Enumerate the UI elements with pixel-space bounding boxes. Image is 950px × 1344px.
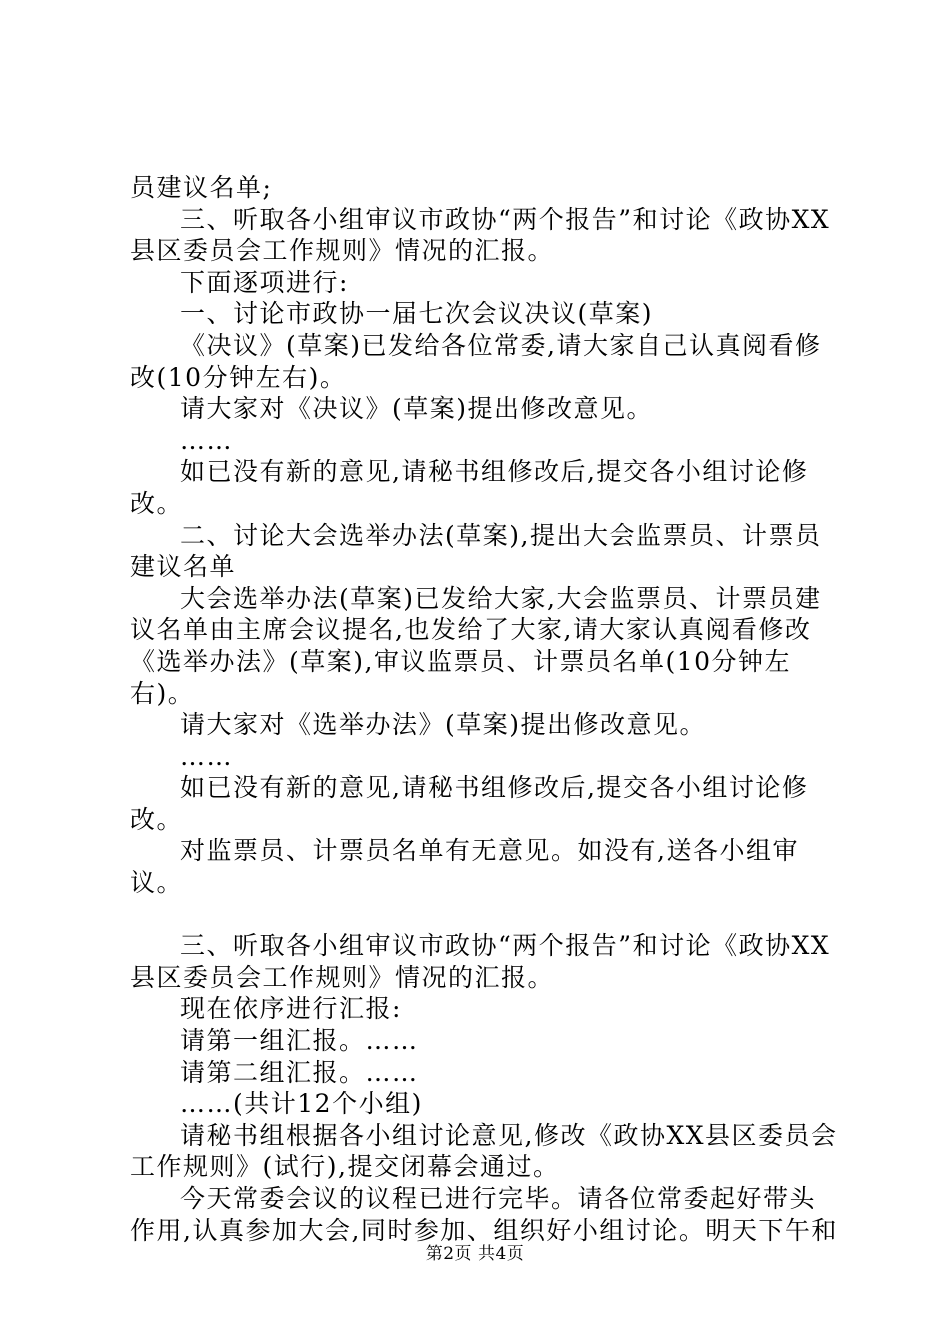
paragraph: 请大家对《选举办法》(草案)提出修改意见。 xyxy=(180,710,707,740)
blank-line xyxy=(130,899,840,931)
section-heading: 二、讨论大会选举办法(草案),提出大会监票员、计票员建议名单 xyxy=(130,520,822,582)
paragraph: 请大家对《决议》(草案)提出修改意见。 xyxy=(180,394,654,424)
paragraph: 请秘书组根据各小组讨论意见,修改《政协XX县区委员会工作规则》(试行),提交闭幕会通过。 xyxy=(130,1120,838,1182)
paragraph: 大会选举办法(草案)已发给大家,大会监票员、计票员建议名单由主席会议提名,也发给了大家,请大家认真阅看修改《选举办法》(草案),审议监票员、计票员名单(10分钟左右)。 xyxy=(130,583,822,708)
paragraph-continuation: 员建议名单; xyxy=(130,173,273,202)
page-indicator: 第2页 共4页 xyxy=(425,1244,525,1264)
paragraph: 如已没有新的意见,请秘书组修改后,提交各小组讨论修改。 xyxy=(130,457,809,518)
paragraph: 对监票员、计票员名单有无意见。如没有,送各小组审议。 xyxy=(130,836,799,898)
page-footer xyxy=(0,1242,950,1266)
paragraph: 请第二组汇报。…… xyxy=(180,1057,419,1087)
paragraph: 请第一组汇报。…… xyxy=(180,1026,419,1056)
paragraph: 今天常委会议的议程已进行完毕。请各位常委起好带头作用,认真参加大会,同时参加、组织好小组讨论。明天下午和 xyxy=(130,1184,838,1245)
document-body xyxy=(130,172,840,1246)
section-heading: 三、听取各小组审议市政协“两个报告”和讨论《政协XX县区委员会工作规则》情况的汇报。 xyxy=(130,931,831,992)
paragraph: 现在依序进行汇报: xyxy=(180,994,402,1024)
section-heading: 一、讨论市政协一届七次会议决议(草案) xyxy=(180,299,654,329)
ellipsis-line: …… xyxy=(180,741,233,771)
paragraph: 下面逐项进行: xyxy=(180,267,349,297)
paragraph: ……(共计12个小组) xyxy=(180,1089,423,1119)
paragraph: 如已没有新的意见,请秘书组修改后,提交各小组讨论修改。 xyxy=(130,773,809,834)
paragraph: 《决议》(草案)已发给各位常委,请大家自己认真阅看修改(10分钟左右)。 xyxy=(130,330,822,392)
paragraph: 三、听取各小组审议市政协“两个报告”和讨论《政协XX县区委员会工作规则》情况的汇报。 xyxy=(130,204,831,266)
ellipsis-line: …… xyxy=(180,425,233,455)
